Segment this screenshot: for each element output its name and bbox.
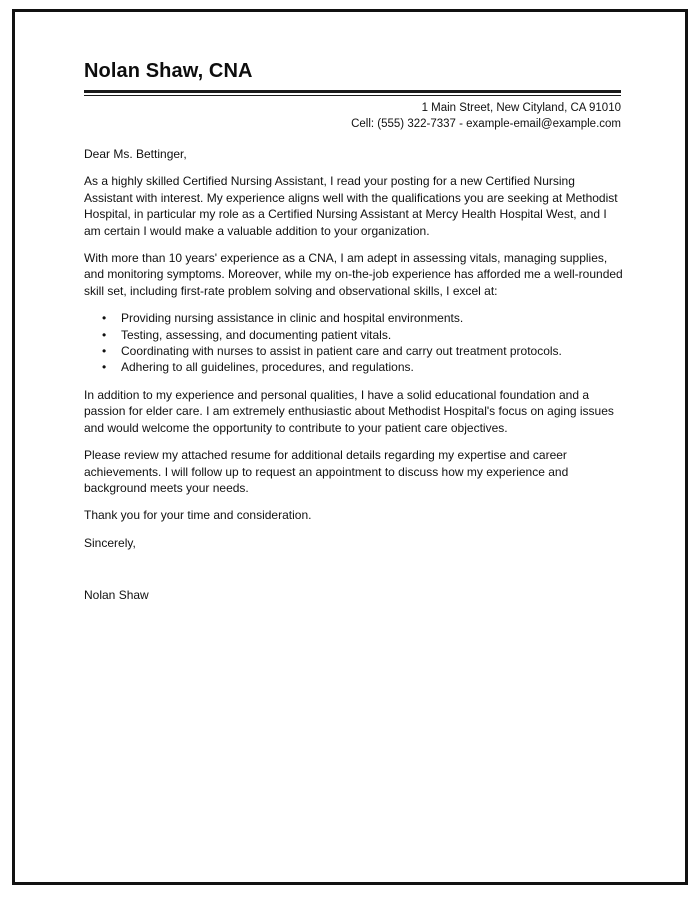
header-divider-thin: [84, 95, 621, 96]
bullet-icon: •: [102, 311, 107, 326]
list-item-text: Providing nursing assistance in clinic and hospital environments.: [121, 311, 464, 326]
sender-address: 1 Main Street, New Cityland, CA 91010: [421, 102, 621, 114]
header-divider-thick: [84, 90, 621, 93]
paragraph-education: In addition to my experience and personal qualities, I have a solid educational foundation and a passion for elder care. I am extremely enthusiastic about Methodist Hospital's focus on aging issues and would welcome the opportunity to contribute to your patient care objectives.: [84, 387, 614, 435]
bullet-icon: •: [102, 327, 107, 342]
signature: Nolan Shaw: [84, 588, 149, 603]
paragraph-follow-up: Please review my attached resume for additional details regarding my expertise and career achievements. I will follow up to request an appointment to discuss how my experience and background meets your needs.: [84, 448, 569, 495]
bullet-icon: •: [102, 344, 107, 359]
list-item: [84, 359, 624, 375]
list-item: [84, 327, 624, 343]
salutation: Dear Ms. Bettinger,: [84, 147, 187, 161]
sender-contact: Cell: (555) 322-7337 - example-email@example.com: [351, 118, 621, 130]
paragraph-thanks: Thank you for your time and consideration.: [84, 508, 312, 523]
list-item-text: Coordinating with nurses to assist in patient care and carry out treatment protocols.: [121, 344, 562, 359]
paragraph-intro: As a highly skilled Certified Nursing Assistant, I read your posting for a new Certified Nursing Assistant with interest. My experience aligns well with the qualifications you are seeking at Methodist Hospital, in particular my role as a Certified Nursing Assistant at Mercy Health Hospital West, and I am certain I would make a valuable addition to your organization.: [84, 174, 618, 238]
list-item: [84, 310, 624, 326]
list-item: [84, 343, 624, 359]
bullet-icon: •: [102, 360, 107, 375]
list-item-text: Testing, assessing, and documenting patient vitals.: [121, 327, 392, 342]
letter-body: [84, 146, 624, 604]
closing: Sincerely,: [84, 535, 136, 550]
contact-block: [84, 100, 621, 132]
cover-letter: [84, 59, 624, 604]
list-item-text: Adhering to all guidelines, procedures, and regulations.: [121, 360, 414, 375]
skills-list: [84, 310, 624, 376]
document-page: [12, 9, 688, 885]
paragraph-experience: With more than 10 years' experience as a CNA, I am adept in assessing vitals, managing supplies, and monitoring symptoms. Moreover, while my on-the-job experience has afforded me a well-rounded skill set, including first-rate problem solving and observational skills, I excel at:: [84, 251, 623, 298]
sender-name: Nolan Shaw, CNA: [84, 60, 253, 82]
